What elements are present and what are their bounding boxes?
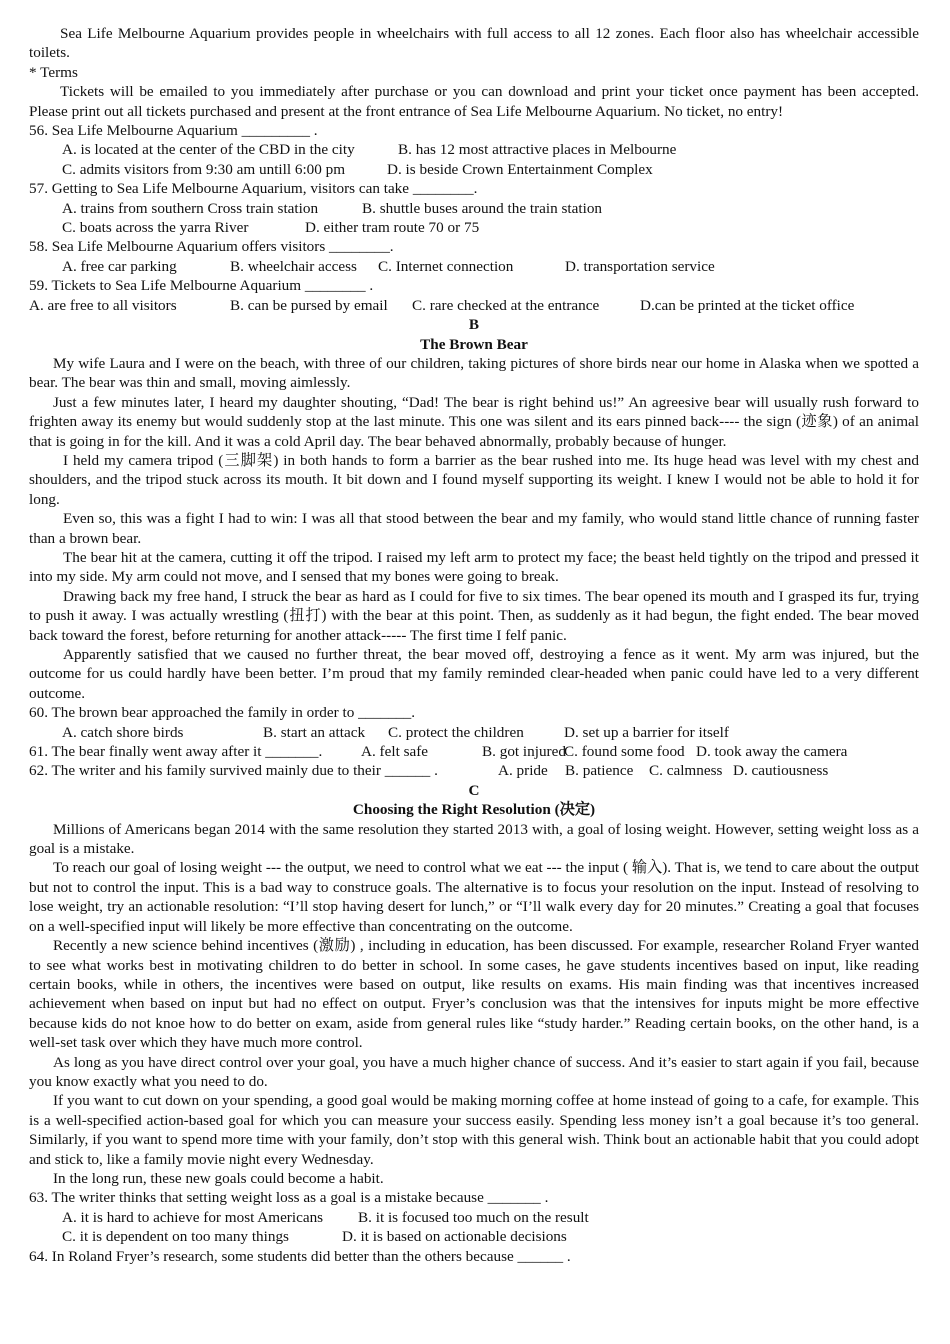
- question-58-options-row: [29, 257, 919, 276]
- question-62-row: [29, 761, 919, 780]
- passage-a-paragraph: Sea Life Melbourne Aquarium provides people in wheelchairs with full access to all 12 zones. Each floor also has wheelchair accessible toilets.: [29, 25, 919, 62]
- passage-c-paragraph: If you want to cut down on your spending, a good goal would be making morning coffee at home instead of going to a cafe, for example. This is a well-specified action-based goal for which you can measure your success easily. Spending less money isn’t a goal because it’s too general. Similarly, if you want to spend more time with your family, don’t stop with this general wish. Think bout an actionable habit that you could adopt and stick to, like a family movie night every Wednesday.: [29, 1092, 919, 1168]
- option: B. shuttle buses around the train station: [362, 199, 603, 217]
- option: D. set up a barrier for itself: [564, 723, 729, 741]
- question-59-options-row: [29, 296, 919, 315]
- option: B. patience: [565, 762, 634, 780]
- question-61-row: [29, 742, 919, 761]
- passage-b-paragraph: Just a few minutes later, I heard my daughter shouting, “Dad! The bear is right behind us!” An agreesive bear will usually rush forward to frighten away its enemy but would suddenly stop at the last minute. This one was silent and its ears pinned back---- the sign (迹象) of an animal that is going in for the kill. And it was a cold April day. The bear behaved abnormally, probably because of hunger.: [29, 393, 919, 450]
- option: D.can be printed at the ticket office: [640, 296, 855, 314]
- option: C. calmness: [649, 762, 723, 780]
- option: C. protect the children: [388, 723, 524, 741]
- option: A. pride: [498, 762, 548, 780]
- option: A. catch shore birds: [62, 723, 184, 741]
- option: D. either tram route 70 or 75: [305, 219, 480, 237]
- section-b-letter: B: [468, 316, 480, 334]
- passage-c-paragraph: Recently a new science behind incentives (激励) , including in education, has been discussed. For example, researcher Roland Fryer wanted to see what works best in motivating children to do better in school. In some cases, he gave students incentives based on input, like reading certain books, while in others, the incentives were based on output, like results on exams. His main finding was that incentives increased achievement when based on input but had no effect on output. Fryer’s conclusion was that the intensives for inputs might be more effective because kids do not knoe how to do better on exam, aside from general rules like “study harder.” Reading certain books, on the other hand, is a well-set task over which they have much more control.: [29, 937, 919, 1052]
- question-56-options-row: [29, 160, 919, 179]
- question-60-stem: 60. The brown bear approached the family in order to _______.: [29, 704, 416, 722]
- passage-b-paragraph: Apparently satisfied that we caused no further threat, the bear moved off, destroying a fence as it went. My arm was injured, but the outcome for us could hardly have been better. I’m proud that my family reminded clear-headed when panic could have led to a very different outcome.: [29, 646, 919, 702]
- passage-a-paragraph: Tickets will be emailed to you immediately after purchase or you can download and print your ticket once payment has been accepted. Please print out all tickets purchased and present at the front entrance of Sea Life Melbourne Aquarium. No ticket, no entry!: [29, 83, 919, 120]
- question-62-stem: 62. The writer and his family survived mainly due to their ______ .: [29, 762, 438, 780]
- option: B. it is focused too much on the result: [358, 1208, 589, 1226]
- passage-c-paragraph: Millions of Americans began 2014 with the same resolution they started 2013 with, a goal of losing weight. However, setting weight loss as a goal is a mistake.: [29, 820, 919, 858]
- option: C. boats across the yarra River: [62, 219, 249, 237]
- passage-b-paragraph: My wife Laura and I were on the beach, with three of our children, taking pictures of shore birds near our home in Alaska when we spotted a bear. The bear was thin and small, moving aimlessly.: [29, 354, 919, 392]
- option: C. found some food: [564, 743, 685, 761]
- question-57-options-row: [29, 218, 919, 237]
- option: A. it is hard to achieve for most Americans: [62, 1208, 324, 1226]
- section-c-letter: C: [468, 781, 480, 799]
- question-57-options-row: [29, 199, 919, 218]
- passage-c-paragraph: As long as you have direct control over your goal, you have a much higher chance of success. And it’s easier to start again if you fail, because you know exactly what you need to do.: [29, 1053, 919, 1090]
- option: B. start an attack: [263, 723, 366, 741]
- option: A. felt safe: [361, 743, 429, 761]
- option: D. took away the camera: [696, 743, 848, 761]
- passage-c-paragraph: In the long run, these new goals could become a habit.: [53, 1169, 384, 1187]
- option: B. wheelchair access: [230, 257, 357, 275]
- question-63-options-row: [29, 1227, 919, 1246]
- question-61-stem: 61. The bear finally went away after it _______.: [29, 743, 323, 761]
- question-64-stem: 64. In Roland Fryer’s research, some students did better than the others because ______ .: [29, 1247, 571, 1265]
- passage-b-paragraph: I held my camera tripod (三脚架) in both hands to form a barrier as the bear rushed into me. Its huge head was level with my chest and shoulders, and the tripod stuck across its mouth. It bit down and I found myself supporting its weight. I knew I would not be able to hold it for long.: [29, 451, 919, 508]
- passage-b-paragraph: The bear hit at the camera, cutting it off the tripod. I raised my left arm to protect my face; the beast held tightly on the tripod and pressed it into my side. My arm could not move, and I sensed that my bones were going to break.: [29, 548, 919, 586]
- option: A. are free to all visitors: [29, 296, 177, 314]
- option: C. rare checked at the entrance: [412, 296, 600, 314]
- section-c-title: Choosing the Right Resolution (决定): [352, 801, 596, 819]
- option: A. trains from southern Cross train station: [62, 199, 319, 217]
- option: B. can be pursed by email: [230, 296, 388, 314]
- option: A. free car parking: [62, 257, 177, 275]
- terms-heading: * Terms: [29, 63, 78, 81]
- question-60-options-row: [29, 723, 919, 742]
- option: D. transportation service: [565, 257, 715, 275]
- question-58-stem: 58. Sea Life Melbourne Aquarium offers visitors ________.: [29, 238, 394, 256]
- question-56-options-row: [29, 140, 919, 159]
- option: C. Internet connection: [378, 257, 514, 275]
- passage-b-paragraph: Even so, this was a fight I had to win: I was all that stood between the bear and my family, who would stand little chance of running faster than a brown bear.: [29, 510, 919, 547]
- section-b-title: The Brown Bear: [420, 335, 528, 353]
- option: A. is located at the center of the CBD in the city: [62, 141, 355, 159]
- option: D. cautiousness: [733, 762, 829, 780]
- passage-c-paragraph: To reach our goal of losing weight --- the output, we need to control what we eat --- the input ( 输入). That is, we tend to care about the output but not to control the input. This is a bad way to construce goals. The alternative is to focus your resolution on the input. Instead of resolving to lose weight, try an actionable resolution: “I’ll stop having desert for lunch,” or “I’ll walk every day for 20 minutes.” Creating a goal that focuses on a well-specified input will likely be more effective than concentrating on the outcome.: [29, 859, 919, 935]
- option: D. is beside Crown Entertainment Complex: [387, 160, 653, 178]
- option: C. it is dependent on too many things: [62, 1228, 289, 1246]
- passage-b-paragraph: Drawing back my free hand, I struck the bear as hard as I could for five to six times. The bear opened its mouth and I grasped its fur, trying to push it away. I was actually wrestling (扭打) with the bear at this point. Then, as suddenly as it had begun, the fight ended. The bear moved back toward the forest, before returning for another attack----- The first time I felf panic.: [29, 587, 919, 644]
- question-56-stem: 56. Sea Life Melbourne Aquarium _________ .: [29, 122, 318, 140]
- option: B. got injured: [482, 743, 566, 761]
- question-59-stem: 59. Tickets to Sea Life Melbourne Aquarium ________ .: [29, 277, 374, 295]
- option: C. admits visitors from 9:30 am untill 6:00 pm: [62, 160, 346, 178]
- option: D. it is based on actionable decisions: [342, 1228, 567, 1246]
- question-63-stem: 63. The writer thinks that setting weight loss as a goal is a mistake because _______ .: [29, 1189, 549, 1207]
- question-57-stem: 57. Getting to Sea Life Melbourne Aquarium, visitors can take ________.: [29, 180, 478, 198]
- question-63-options-row: [29, 1208, 919, 1227]
- option: B. has 12 most attractive places in Melbourne: [398, 141, 677, 159]
